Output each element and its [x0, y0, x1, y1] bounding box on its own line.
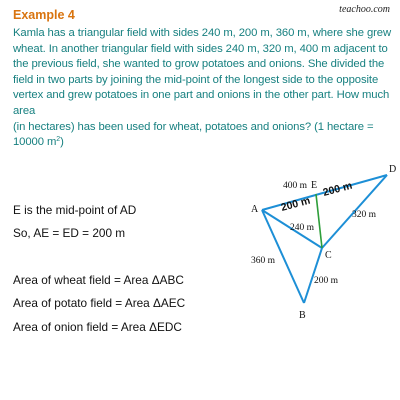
solution-line-midpoint: E is the mid-point of AD: [13, 203, 137, 217]
question-superscript: 2: [56, 136, 61, 144]
solution-line-wheat-area: Area of wheat field = Area ΔABC: [13, 273, 184, 287]
solution-line-ae-ed: So, AE = ED = 200 m: [13, 226, 126, 240]
vertex-label-C: C: [325, 250, 332, 261]
side-label-DC: 320 m: [352, 210, 377, 220]
question-second-text: (in hectares) has been used for wheat, potatoes and onions? (1 hectare = 10000 m: [13, 120, 374, 149]
solution-line-potato-area: Area of potato field = Area ΔAEC: [13, 296, 186, 310]
side-label-AC: 240 m: [290, 223, 315, 233]
handwritten-label-AE: 200 m: [279, 194, 312, 214]
side-label-AB: 360 m: [251, 256, 276, 266]
solution-line-onion-area: Area of onion field = Area ΔEDC: [13, 320, 182, 334]
example-heading: Example 4: [13, 8, 75, 22]
median-EC: [316, 194, 322, 248]
watermark: teachoo.com: [339, 4, 390, 15]
vertex-label-E: E: [311, 180, 318, 191]
vertex-label-D: D: [389, 164, 397, 175]
vertex-label-B: B: [299, 310, 306, 321]
question-main: Kamla has a triangular field with sides 240 m, 200 m, 360 m, where she grew wheat. In another triangular field with sides 240 m, 320 m, 400 m adjacent to the previous field, she wanted to grow potatoes and onions. She divided the field in two parts by joining the mid-point of the longest side to the opposite vertex and grew potatoes in one part and onions in the other part. How much area: [13, 27, 392, 117]
side-label-AD: 400 m: [283, 181, 308, 191]
question-closing: ): [60, 136, 64, 149]
handwritten-label-ED: 200 m: [321, 179, 354, 199]
side-label-BC: 200 m: [314, 276, 339, 286]
vertex-label-A: A: [251, 204, 259, 215]
